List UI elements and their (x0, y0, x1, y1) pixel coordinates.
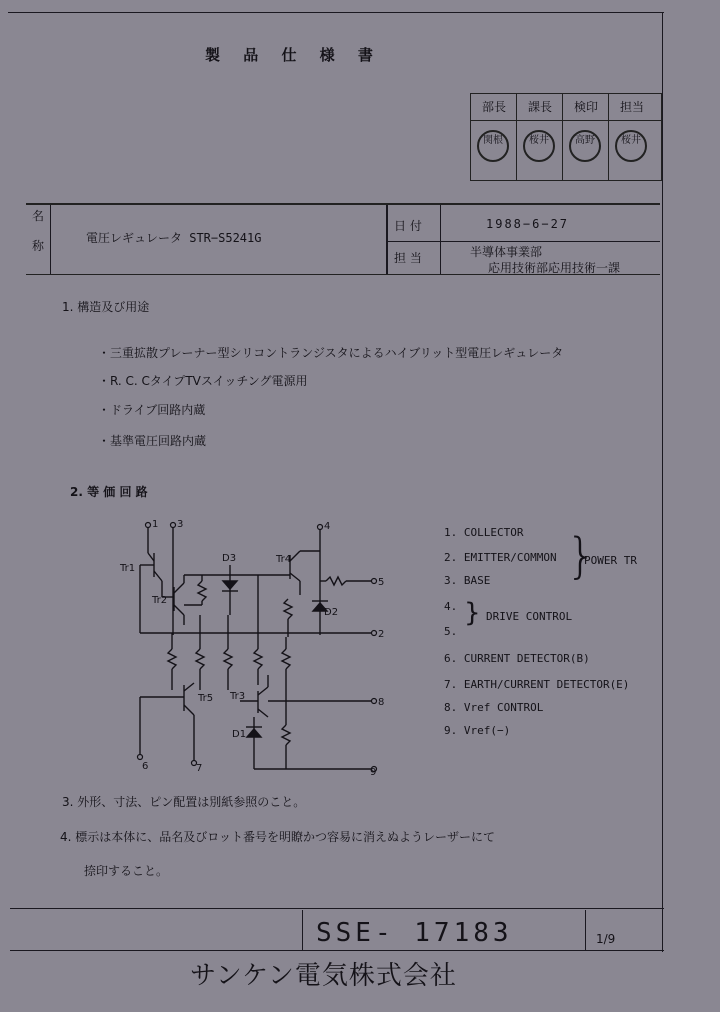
name-label: 名 (32, 209, 45, 223)
approval-cell-3 (563, 94, 609, 180)
approval-role: 課長 (527, 100, 552, 114)
approval-cell-4 (609, 94, 655, 180)
pin-desc: 4. (444, 600, 458, 613)
pin-label: 8 (378, 697, 385, 708)
footer-rule-top (10, 908, 664, 909)
pin-desc: 5. (444, 625, 458, 638)
seal-stamp: 高野 (569, 130, 601, 162)
pin-label: 4 (324, 521, 331, 532)
power-group-label: POWER TR (584, 554, 637, 567)
section-1-item: ・R. C. CタイプTVスイッチング電源用 (98, 374, 308, 388)
approval-cell-2 (517, 94, 563, 180)
footer-divider (302, 910, 303, 950)
section-1-item: ・基準電圧回路内蔵 (98, 434, 207, 448)
pin-label: 6 (142, 761, 149, 772)
pin-desc: 3. BASE (444, 574, 491, 587)
seal-stamp: 関根 (477, 130, 509, 162)
approval-role: 部長 (481, 100, 506, 114)
pin-desc: 9. Vref(−) (444, 724, 511, 737)
pin-desc: 2. EMITTER/COMMON (444, 551, 557, 564)
dept-line-1: 半導体事業部 (470, 245, 543, 259)
section-1-item: ・ドライブ回路内蔵 (98, 403, 206, 417)
approval-role: 検印 (573, 100, 598, 114)
section-2-title: 2. 等 価 回 路 (70, 485, 148, 499)
document-title: 製 品 仕 様 書 (205, 46, 375, 64)
pin-label: 7 (196, 763, 203, 774)
approval-box (470, 93, 662, 181)
pin-label: 3 (177, 519, 184, 530)
diode-label: D3 (222, 553, 237, 564)
approval-role: 担当 (619, 100, 644, 114)
transistor-label: Tr2 (152, 595, 168, 606)
transistor-label: Tr4 (276, 554, 292, 565)
product-name: 電圧レギュレータ STR−S5241G (86, 231, 262, 245)
pin-label: 2 (378, 629, 385, 640)
document-id: SSE- 17183 (316, 918, 513, 948)
company-name: サンケン電気株式会社 (190, 961, 457, 991)
footer-divider (585, 910, 586, 950)
section-4-line-2: 捺印すること。 (84, 864, 169, 878)
footer-rule-bottom (10, 950, 664, 951)
product-info-block (26, 203, 660, 275)
diode-label: D2 (324, 607, 339, 618)
pin-desc: 1. COLLECTOR (444, 526, 524, 539)
section-1-item: ・三重拡散プレーナー型シリコントランジスタによるハイブリット型電圧レギュレータ (98, 346, 564, 360)
pin-label: 9 (370, 767, 377, 775)
name-label: 称 (32, 239, 45, 253)
diode-label: D1 (232, 729, 247, 740)
transistor-label: Tr1 (120, 563, 136, 574)
section-4-line-1: 4. 標示は本体に、品名及びロット番号を明瞭かつ容易に消えぬようレーザーにて (60, 830, 496, 844)
date-label: 日 付 (394, 219, 422, 233)
pin-desc: 6. CURRENT DETECTOR(B) (444, 652, 590, 665)
page-number: 1/9 (596, 932, 616, 946)
transistor-label: Tr5 (198, 693, 214, 704)
dept-line-2: 応用技術部応用技術一課 (488, 261, 621, 275)
power-brace: } (566, 528, 597, 584)
transistor-label: Tr3 (230, 691, 246, 702)
top-border (8, 12, 664, 13)
pin-label: 5 (378, 577, 385, 588)
pin-desc: 7. EARTH/CURRENT DETECTOR(E) (444, 678, 630, 691)
equivalent-circuit-diagram (110, 515, 400, 775)
section-1-title: 1. 構造及び用途 (62, 300, 150, 314)
drive-brace: } (464, 598, 481, 628)
pin-desc: 8. Vref CONTROL (444, 701, 544, 714)
person-label: 担 当 (394, 251, 422, 265)
pin-label: 1 (152, 519, 159, 530)
date-value: 1988−6−27 (486, 217, 570, 231)
seal-stamp: 桜井 (523, 130, 555, 162)
right-border (662, 12, 663, 952)
drive-group-label: DRIVE CONTROL (486, 610, 573, 623)
seal-stamp: 桜井 (615, 130, 647, 162)
section-3-text: 3. 外形、寸法、ピン配置は別紙参照のこと。 (62, 795, 306, 809)
approval-cell-1 (471, 94, 517, 180)
